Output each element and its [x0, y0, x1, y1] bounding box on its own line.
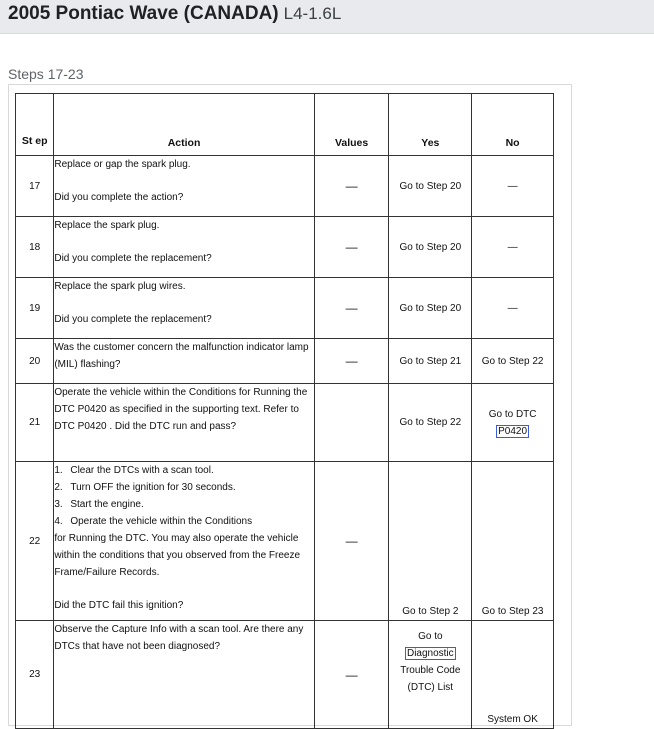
yes-cell: Go to Step 2 [389, 462, 472, 621]
list-item: 1. Clear the DTCs with a scan tool. [54, 465, 214, 476]
diagnostic-trouble-code-list-link[interactable]: Diagnostic [406, 648, 454, 659]
action-cell: 1. Clear the DTCs with a scan tool. 2. Turn OFF the ignition for 30 seconds. 3. Start the engine. 4. Operate the vehicle within the Conditions for Running the DTC. You may also operate the vehicle within the conditions that you observed from the Freeze Frame/Failure Records. Did the DTC fail this ignition? [54, 462, 314, 621]
yes-cell: Go to Step 20 [389, 156, 472, 217]
dtc-p0420-link[interactable]: P0420 [498, 425, 528, 437]
substep-list [54, 462, 313, 530]
yes-cell: Go to Step 20 [389, 278, 472, 339]
no-cell: Go to Step 22 [472, 339, 554, 384]
table-row [16, 621, 554, 729]
list-item: 3. Start the engine. [54, 499, 144, 510]
header-yes: Yes [389, 94, 472, 156]
no-cell: — [472, 217, 554, 278]
steps-range-label: Steps 17-23 [8, 66, 84, 82]
no-cell: — [472, 278, 554, 339]
header-no: No [472, 94, 554, 156]
table-row [16, 217, 554, 278]
header-values: Values [314, 94, 389, 156]
values-cell: — [314, 339, 389, 384]
values-cell: — [314, 278, 389, 339]
diagnostic-steps-table [15, 93, 554, 729]
header-step: St ep [16, 94, 54, 156]
values-cell: — [314, 462, 389, 621]
step-number: 22 [16, 462, 54, 621]
table-row [16, 462, 554, 621]
values-cell: — [314, 156, 389, 217]
action-cell: Operate the vehicle within the Conditions for Running the DTC P0420 as specified in the supporting text. Refer to DTC P0420 . Did the DTC run and pass? [54, 384, 314, 462]
action-cell: Observe the Capture Info with a scan tool. Are there any DTCs that have not been diagnosed? [54, 621, 314, 729]
yes-cell: Go to Diagnostic Trouble Code (DTC) List [389, 621, 472, 729]
table-row [16, 339, 554, 384]
table-row [16, 384, 554, 462]
values-cell: — [314, 621, 389, 729]
yes-cell: Go to Step 20 [389, 217, 472, 278]
step-number: 18 [16, 217, 54, 278]
engine-label: L4-1.6L [283, 4, 342, 23]
header-action: Action [54, 94, 314, 156]
action-cell: Replace the spark plug wires. Did you complete the replacement? [54, 278, 314, 339]
table-row [16, 156, 554, 217]
no-cell: Go to DTC P0420 [472, 384, 554, 462]
step-number: 17 [16, 156, 54, 217]
no-cell: Go to Step 23 [472, 462, 554, 621]
yes-cell: Go to Step 21 [389, 339, 472, 384]
values-cell [314, 384, 389, 462]
values-cell: — [314, 217, 389, 278]
step-number: 21 [16, 384, 54, 462]
page-header [0, 0, 654, 34]
list-item: 4. Operate the vehicle within the Conditions [54, 516, 253, 527]
yes-cell: Go to Step 22 [389, 384, 472, 462]
action-cell: Replace the spark plug. Did you complete the replacement? [54, 217, 314, 278]
step-number: 19 [16, 278, 54, 339]
no-cell: — [472, 156, 554, 217]
list-item: 2. Turn OFF the ignition for 30 seconds. [54, 482, 236, 493]
step-number: 23 [16, 621, 54, 729]
action-cell: Replace or gap the spark plug. Did you complete the action? [54, 156, 314, 217]
table-row [16, 278, 554, 339]
step-number: 20 [16, 339, 54, 384]
table-header-row [16, 94, 554, 156]
page-title: 2005 Pontiac Wave (CANADA) L4-1.6L [8, 3, 342, 24]
action-cell: Was the customer concern the malfunction indicator lamp (MIL) flashing? [54, 339, 314, 384]
no-cell: System OK [472, 621, 554, 729]
